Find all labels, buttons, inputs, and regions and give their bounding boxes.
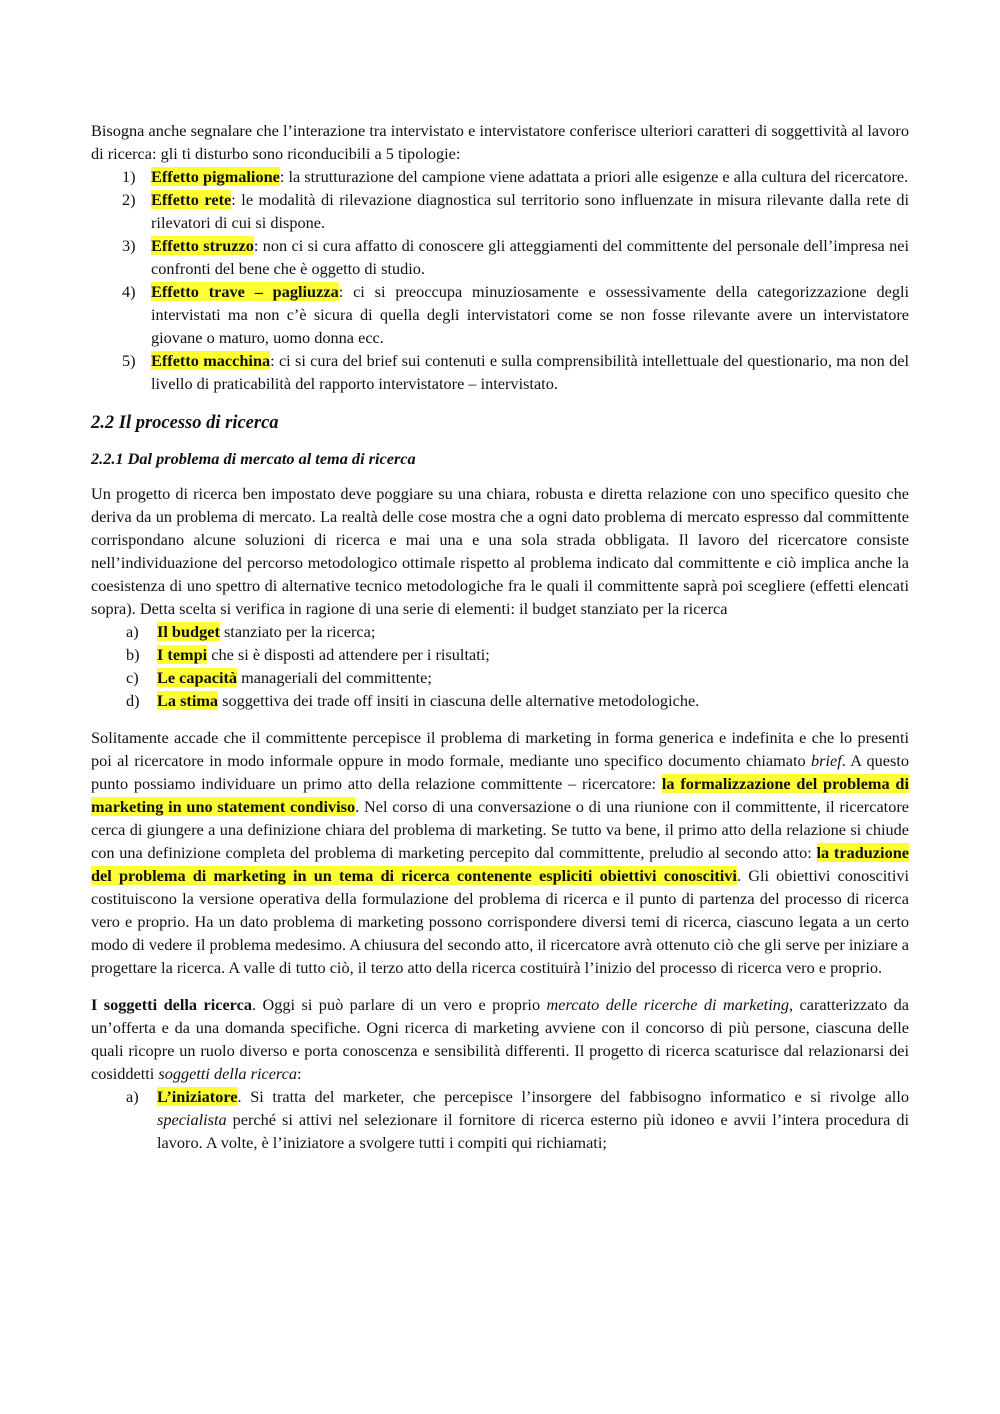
italic-term: soggetti della ricerca [158,1064,298,1083]
list-marker: 2) [122,190,136,209]
item-text: perché si attivi nel selezionare il fornitore di ricerca esterno più idoneo e avvii l’intera procedura di lavoro. A volte, è l’iniziatore a svolgere tutti i compiti qui richiamati; [157,1110,909,1152]
body-paragraph [91,993,909,1085]
list-item [91,188,909,234]
list-marker: a) [126,622,139,641]
body-paragraph [91,726,909,979]
item-text: : ci si cura del brief sui contenuti e sulla comprensibilità intellettuale del questionario, ma non del livello di praticabilità del rapporto intervistatore – intervistato. [151,351,909,393]
item-text: manageriali del committente; [237,668,432,687]
item-text: : le modalità di rilevazione diagnostica sul territorio sono influenzate in misura rilevante dalla rete di rilevatori di cui si dispone. [151,190,909,232]
highlighted-term: Il budget [157,622,220,641]
list-item [91,620,909,643]
subjects-list [91,1085,909,1154]
elements-list [91,620,909,712]
list-item [91,666,909,689]
list-marker: 1) [122,167,136,186]
list-marker: b) [126,645,140,664]
highlighted-term: Effetto trave – pagliuzza [151,282,339,301]
list-item [91,234,909,280]
highlighted-phrase: la formalizzazione del problema di marketing in uno statement condiviso [91,774,909,816]
item-text: : ci si preoccupa minuziosamente e ossessivamente della categorizzazione degli intervistati ma non c’è sicura di quella degli intervistatori come se non fosse rilevante avere un intervistatore giovane o maturo, uomo donna ecc. [151,282,910,347]
document-page [91,119,909,1154]
text-run: . Oggi si può parlare di un vero e proprio [251,995,547,1014]
italic-term: brief [811,751,842,770]
highlighted-term: L’iniziatore [157,1087,238,1106]
text-run: . Nel corso di una conversazione o di una riunione con il committente, il ricercatore cerca di giungere a una definizione chiara del problema di marketing. Se tutto va bene, il primo atto della relazione si chiude con una definizione completa del problema di marketing percepito dal committente, preludio al secondo atto: [91,797,909,862]
highlighted-term: Effetto macchina [151,351,271,370]
list-marker: 5) [122,351,136,370]
italic-term: specialista [157,1110,227,1129]
text-run: . Gli obiettivi conoscitivi costituiscono la versione operativa della formulazione del problema di ricerca e il punto di partenza del processo di ricerca vero e proprio. Ha un dato problema di marketing possono corrispondere diversi temi di ricerca, ciascuno legata a un certo modo di vedere il problema medesimo. A chiusura del secondo atto, il ricercatore avrà ottenuto ciò che gli serve per iniziare a progettare la ricerca. A valle di tutto ciò, il terzo atto della ricerca costituirà l’inizio del processo di ricerca vero e proprio. [91,866,910,977]
list-marker: a) [126,1087,139,1106]
body-paragraph: Un progetto di ricerca ben impostato deve poggiare su una chiara, robusta e diretta relazione con uno specifico quesito che deriva da un problema di mercato. La realtà delle cose mostra che a ogni dato problema di mercato espresso dal committente corrispondano alcune soluzioni di ricerca e mai una e una sola strada obbligata. Il lavoro del ricercatore consiste nell’individuazione del percorso metodologico ottimale rispetto al problema indicato dal committente e ciò implica anche la coesistenza di uno spettro di alternative tecnico metodologiche fra le quali il committente saprà poi scegliere (effetti elencati sopra). Detta scelta si verifica in ragione di una serie di elementi: il budget stanziato per la ricerca [91,484,909,618]
highlighted-term: Le capacità [157,668,238,687]
list-item [91,643,909,666]
list-marker: d) [126,691,140,710]
text-run: , caratterizzato da un’offerta e da una domanda specifiche. Ogni ricerca di marketing avviene con il concorso di più persone, ciascuna delle quali ricopre un ruolo diverso e porta conoscenza e sensibilità differenti. Il progetto di ricerca scaturisce dal relazionarsi dei cosiddetti [91,995,909,1083]
list-item [91,1085,909,1154]
highlighted-term: Effetto pigmalione [151,167,280,186]
text-run: Solitamente accade che il committente percepisce il problema di marketing in forma generica e indefinita e che lo presenti poi al ricercatore in modo informale oppure in modo formale, mediante uno specifico documento chiamato [91,728,909,770]
item-text: . Si tratta del marketer, che percepisce l’insorgere del fabbisogno informatico e si rivolge allo [237,1087,909,1106]
subsection-heading: 2.2.1 Dal problema di mercato al tema di ricerca [91,449,416,468]
list-item [91,689,909,712]
list-marker: 4) [122,282,136,301]
list-item [91,165,909,188]
highlighted-phrase: la traduzione del problema di marketing in un tema di ricerca contenente espliciti obiettivi conoscitivi [91,843,909,885]
list-marker: 3) [122,236,136,255]
list-item [91,280,909,349]
item-text: : non ci si cura affatto di conoscere gli atteggiamenti del committente del personale dell’impresa nei confronti del bene che è oggetto di studio. [151,236,910,278]
highlighted-term: Effetto struzzo [151,236,254,255]
effects-list [91,165,909,395]
highlighted-term: I tempi [157,645,208,664]
item-text: : la strutturazione del campione viene adattata a priori alle esigenze e alla cultura del ricercatore. [279,167,909,186]
item-text: che si è disposti ad attendere per i risultati; [207,645,490,664]
text-run: . A questo punto possiamo individuare un primo atto della relazione committente – ricercatore: [91,751,909,793]
italic-term: mercato delle ricerche di marketing [546,995,789,1014]
text-run: : [297,1064,302,1083]
intro-paragraph: Bisogna anche segnalare che l’interazione tra intervistato e intervistatore conferisce ulteriori caratteri di soggettività al lavoro di ricerca: gli ti disturbo sono riconducibili a 5 tipologie: [91,121,909,163]
item-text: soggettiva dei trade off insiti in ciascuna delle alternative metodologiche. [218,691,700,710]
highlighted-term: La stima [157,691,219,710]
list-item [91,349,909,395]
highlighted-term: Effetto rete [151,190,232,209]
bold-lead: I soggetti della ricerca [91,995,252,1014]
item-text: stanziato per la ricerca; [219,622,376,641]
section-heading: 2.2 Il processo di ricerca [91,413,279,433]
list-marker: c) [126,668,139,687]
